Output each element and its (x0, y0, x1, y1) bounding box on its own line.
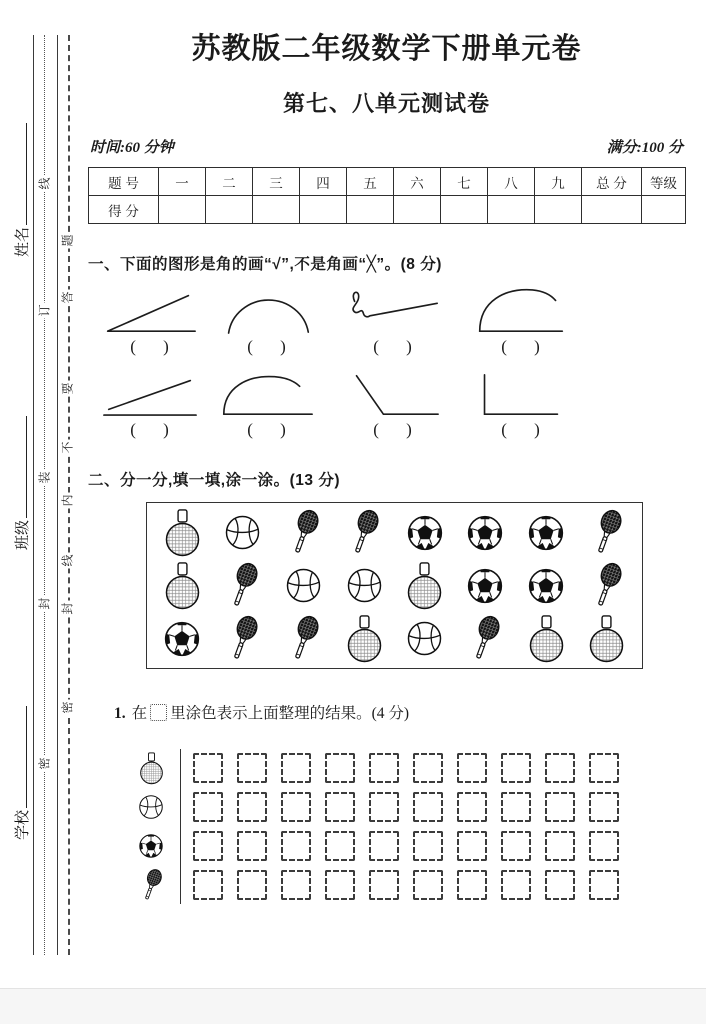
section-one-heading: 一、下面的图形是角的画“√”,不是角画“╳”。(8 分) (88, 256, 442, 273)
tally-divider-line (180, 749, 181, 904)
paper-subtitle: 第七、八单元测试卷 (282, 91, 490, 116)
figure-dome-arc (219, 287, 315, 335)
score-cell-empty (347, 196, 394, 224)
soccer-ball-icon (163, 620, 201, 658)
basketball-icon (406, 620, 443, 657)
tally-cell (281, 870, 311, 900)
table-tennis-paddle-icon (346, 615, 383, 663)
seal-char-outer: 内 (60, 494, 75, 507)
figure-cell (473, 287, 569, 357)
tally-legend (134, 753, 168, 900)
tally-cell (369, 870, 399, 900)
dotted-box-glyph (150, 704, 167, 721)
score-table-header-cell: 八 (488, 168, 535, 196)
tally-cell (457, 870, 487, 900)
tally-cell (589, 753, 619, 783)
score-cell-empty (488, 196, 535, 224)
sports-items-box (146, 502, 643, 669)
soccer-ball-icon (466, 567, 504, 605)
full-score-label: 满分:100 分 (606, 140, 683, 156)
figure-row (88, 287, 685, 357)
tally-grid (193, 753, 619, 900)
score-cell-empty (642, 196, 686, 224)
score-cell-empty (535, 196, 582, 224)
tally-cell (281, 831, 311, 861)
figure-cell (473, 370, 569, 440)
margin-label-1 (11, 400, 29, 550)
seal-char-outer: 封 (60, 602, 75, 615)
answer-parentheses: ( ) (373, 420, 413, 439)
tally-cell (325, 792, 355, 822)
tally-cell (237, 831, 267, 861)
table-tennis-paddle-icon (164, 509, 201, 557)
tally-cell (369, 753, 399, 783)
score-table-header-row (89, 168, 686, 196)
margin-label-blank-line (14, 416, 27, 518)
page-bottom-edge (0, 988, 706, 1024)
score-cell-empty (159, 196, 206, 224)
answer-parentheses: ( ) (130, 420, 170, 439)
tally-cell (237, 870, 267, 900)
seal-char-inner: 装 (37, 471, 52, 484)
score-cell-empty (300, 196, 347, 224)
seal-char-outer: 线 (60, 554, 75, 567)
tally-cell (369, 831, 399, 861)
soccer-ball-icon (527, 514, 565, 552)
badminton-racket-icon (588, 561, 626, 611)
badminton-racket-icon (285, 508, 323, 558)
seal-char-outer: 密 (60, 701, 75, 714)
figure-cell (102, 370, 198, 440)
answer-parentheses: ( ) (501, 420, 541, 439)
tally-legend-row (134, 753, 168, 783)
tally-cell (237, 792, 267, 822)
margin-line-solid-inner (33, 35, 34, 955)
score-table-corner-cell: 题 号 (89, 168, 159, 196)
time-limit-label: 时间:60 分钟 (90, 140, 174, 156)
soccer-ball-icon (466, 514, 504, 552)
tally-legend-row (134, 792, 168, 822)
tally-chart (134, 753, 685, 900)
seal-char-inner: 封 (37, 597, 52, 610)
basketball-icon (138, 794, 164, 820)
figure-acute-angle (102, 287, 198, 335)
badminton-racket-icon (466, 614, 504, 664)
badminton-racket-icon (588, 508, 626, 558)
answer-parentheses: ( ) (247, 420, 287, 439)
score-cell-empty (394, 196, 441, 224)
margin-label-blank-line (14, 123, 27, 225)
seal-char-outer: 题 (60, 234, 75, 247)
score-table-score-row (89, 196, 686, 224)
badminton-racket-icon (285, 614, 323, 664)
tally-cell (545, 753, 575, 783)
score-table-header-cell: 九 (535, 168, 582, 196)
score-table-header-cell: 五 (347, 168, 394, 196)
margin-label-text: 姓名 (15, 226, 31, 257)
seal-char-outer: 答 (60, 291, 75, 304)
figure-cell (345, 287, 441, 357)
tally-cell (193, 831, 223, 861)
table-tennis-paddle-icon (139, 752, 164, 785)
subquestion-1 (114, 701, 685, 723)
score-table-header-cell: 六 (394, 168, 441, 196)
figure-row (88, 370, 685, 440)
margin-label-0 (11, 107, 29, 257)
answer-parentheses: ( ) (130, 337, 170, 356)
margin-label-2 (11, 690, 29, 840)
tally-cell (237, 753, 267, 783)
table-tennis-paddle-icon (528, 615, 565, 663)
score-table-header-cell: 总 分 (582, 168, 642, 196)
subquestion-text-after: 里涂色表示上面整理的结果。(4 分) (170, 705, 410, 722)
score-table (88, 167, 686, 224)
tally-cell (457, 753, 487, 783)
badminton-racket-icon (345, 508, 383, 558)
score-cell-empty (206, 196, 253, 224)
figure-cell (219, 287, 315, 357)
soccer-ball-icon (527, 567, 565, 605)
score-cell-empty (441, 196, 488, 224)
score-table-header-cell: 七 (441, 168, 488, 196)
table-tennis-paddle-icon (406, 562, 443, 610)
tally-cell (325, 870, 355, 900)
tally-cell (545, 792, 575, 822)
seal-char-outer: 要 (60, 382, 75, 395)
subquestion-number: 1. (114, 705, 126, 722)
tally-cell (501, 831, 531, 861)
score-table-header-cell: 二 (206, 168, 253, 196)
score-table-header-cell: 等级 (642, 168, 686, 196)
figure-arc-on-line (473, 287, 569, 335)
tally-cell (501, 753, 531, 783)
seal-char-inner: 订 (37, 304, 52, 317)
score-table-header-cell: 一 (159, 168, 206, 196)
figure-squiggle-line (345, 287, 441, 335)
tally-cell (325, 753, 355, 783)
score-cell-empty (253, 196, 300, 224)
figure-curve-on-line (219, 370, 315, 418)
tally-cell (545, 831, 575, 861)
figure-acute-angle-open (102, 370, 198, 418)
score-table-header-cell: 三 (253, 168, 300, 196)
tally-cell (501, 870, 531, 900)
tally-cell (413, 831, 443, 861)
tally-legend-row (134, 831, 168, 861)
angle-figures (88, 287, 685, 440)
soccer-ball-icon (406, 514, 444, 552)
score-table-header-cell: 四 (300, 168, 347, 196)
subquestion-text-before: 在 (131, 705, 148, 722)
score-cell-empty (582, 196, 642, 224)
basketball-icon (346, 567, 383, 604)
seal-char-inner: 线 (37, 177, 52, 190)
figure-cell (102, 287, 198, 357)
margin-line-solid-outer (57, 35, 58, 955)
figure-obtuse-angle (345, 370, 441, 418)
tally-cell (413, 792, 443, 822)
tally-cell (457, 792, 487, 822)
tally-cell (193, 753, 223, 783)
tally-cell (413, 753, 443, 783)
score-row-label: 得 分 (89, 196, 159, 224)
tally-cell (193, 870, 223, 900)
answer-parentheses: ( ) (501, 337, 541, 356)
tally-cell (589, 831, 619, 861)
basketball-icon (285, 567, 322, 604)
tally-cell (413, 870, 443, 900)
tally-cell (325, 831, 355, 861)
margin-label-blank-line (14, 706, 27, 808)
table-tennis-paddle-icon (164, 562, 201, 610)
figure-right-angle (473, 370, 569, 418)
binding-line-dotted (44, 35, 45, 955)
section-two-heading: 二、分一分,填一填,涂一涂。(13 分) (88, 472, 340, 489)
tally-cell (501, 792, 531, 822)
paper-body (88, 0, 685, 900)
seal-char-outer: 不 (60, 441, 75, 454)
tally-cell (457, 831, 487, 861)
exam-info-row (88, 136, 685, 157)
badminton-racket-icon (224, 561, 262, 611)
figure-cell (345, 370, 441, 440)
basketball-icon (224, 514, 261, 551)
tally-cell (589, 870, 619, 900)
margin-label-text: 班级 (15, 519, 31, 550)
tally-cell (193, 792, 223, 822)
table-tennis-paddle-icon (588, 615, 625, 663)
tally-cell (589, 792, 619, 822)
figure-cell (219, 370, 315, 440)
answer-parentheses: ( ) (247, 337, 287, 356)
badminton-racket-icon (138, 868, 165, 903)
tally-cell (545, 870, 575, 900)
paper-title: 苏教版二年级数学下册单元卷 (191, 33, 582, 65)
seal-char-inner: 密 (37, 757, 52, 770)
tally-cell (369, 792, 399, 822)
margin-label-text: 学校 (15, 809, 31, 840)
soccer-ball-icon (138, 833, 164, 859)
tally-cell (281, 792, 311, 822)
tally-cell (281, 753, 311, 783)
answer-parentheses: ( ) (373, 337, 413, 356)
badminton-racket-icon (224, 614, 262, 664)
tally-legend-row (134, 870, 168, 900)
